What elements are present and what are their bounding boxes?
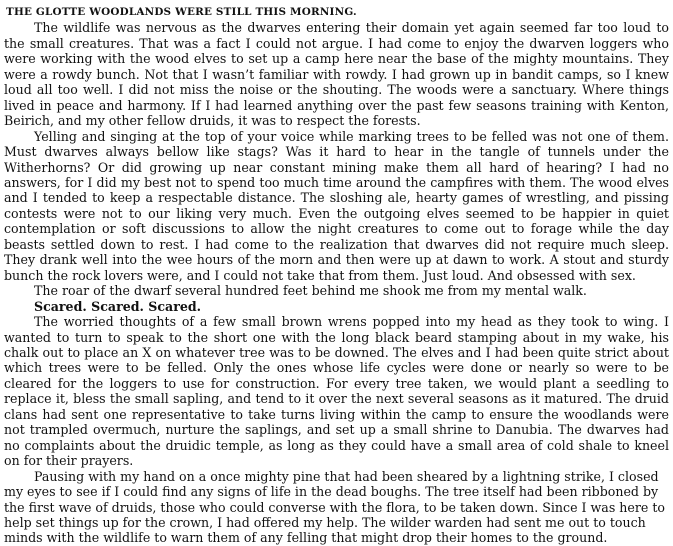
emphasized-thought: Scared. Scared. Scared. [34,298,202,314]
chapter-opening-heading: THE GLOTTE WOODLANDS WERE STILL THIS MORNING. [6,6,357,18]
paragraph-1: The wildlife was nervous as the dwarves entering their domain yet again seemed far too loud to the small creatures. That was a fact I could not argue. I had come to enjoy the dwarven loggers who were working with the wood elves to set up a camp here near the base of the mighty mountains. They were a rowdy bunch. Not that I wasn’t familiar with rowdy. I had grown up in bandit camps, so I knew loud all too well. I did not miss the noise or the shouting. The woods were a sanctuary. Where things lived in peace and harmony. If I had learned anything over the past few seasons training with Kenton, Beirich, and my other fellow druids, it was to respect the forests. [4,20,669,129]
paragraph-2: Yelling and singing at the top of your voice while marking trees to be felled was not one of them. Must dwarves always bellow like stags? Was it hard to hear in the tangle of tunnels under the Witherhorns? Or did growing up near constant mining make them all hard of hearing? I had no answers, for I did my best not to spend too much time around the campfires with them. The wood elves and I tended to keep a respectable distance. The sloshing ale, hearty games of wrestling, and pissing contests were not to our liking very much. Even the outgoing elves seemed to be happier in quiet contemplation or soft discussions to allow the night creatures to come out to forage while the day beasts settled down to rest. I had come to the realization that dwarves did not require much sleep. They drank well into the wee hours of the morn and then were up at dawn to work. A stout and sturdy bunch the rock lovers were, and I could not take that from them. Just loud. And obsessed with sex. [4,128,669,283]
paragraph-5: The worried thoughts of a few small brown wrens popped into my head as they took to wing. I wanted to turn to speak to the short one with the long black beard stamping about in my wake, his chalk out to place an X on whatever tree was to be downed. The elves and I had been quite strict about which trees were to be felled. Only the ones whose life cycles were done or nearly so were to be cleared for the loggers to use for construction. For every tree taken, we would plant a seedling to replace it, bless the small sapling, and tend to it over the next several seasons as it matured. The druid clans had sent one representative to take turns living within the camp to ensure the woodlands were not trampled overmuch, nurture the saplings, and set up a small shrine to Danubia. The dwarves had no complaints about the druidic temple, as long as they could have a small area of cold shale to kneel on for their prayers. [4,314,669,469]
paragraph-3: The roar of the dwarf several hundred feet behind me shook me from my mental walk. [34,283,587,299]
paragraph-6: Pausing with my hand on a once mighty pine that had been sheared by a lightning strike, I closed my eyes to see if I could find any signs of life in the dead boughs. The tree itself had been ribboned by the first wave of druids, those who could converse with the flora, to be taken down. Since I was here to help set things up for the crown, I had offered my help. The wilder warden had sent me out to touch minds with the wildlife to warn them of any felling that might drop their homes to the ground. [4,468,665,546]
